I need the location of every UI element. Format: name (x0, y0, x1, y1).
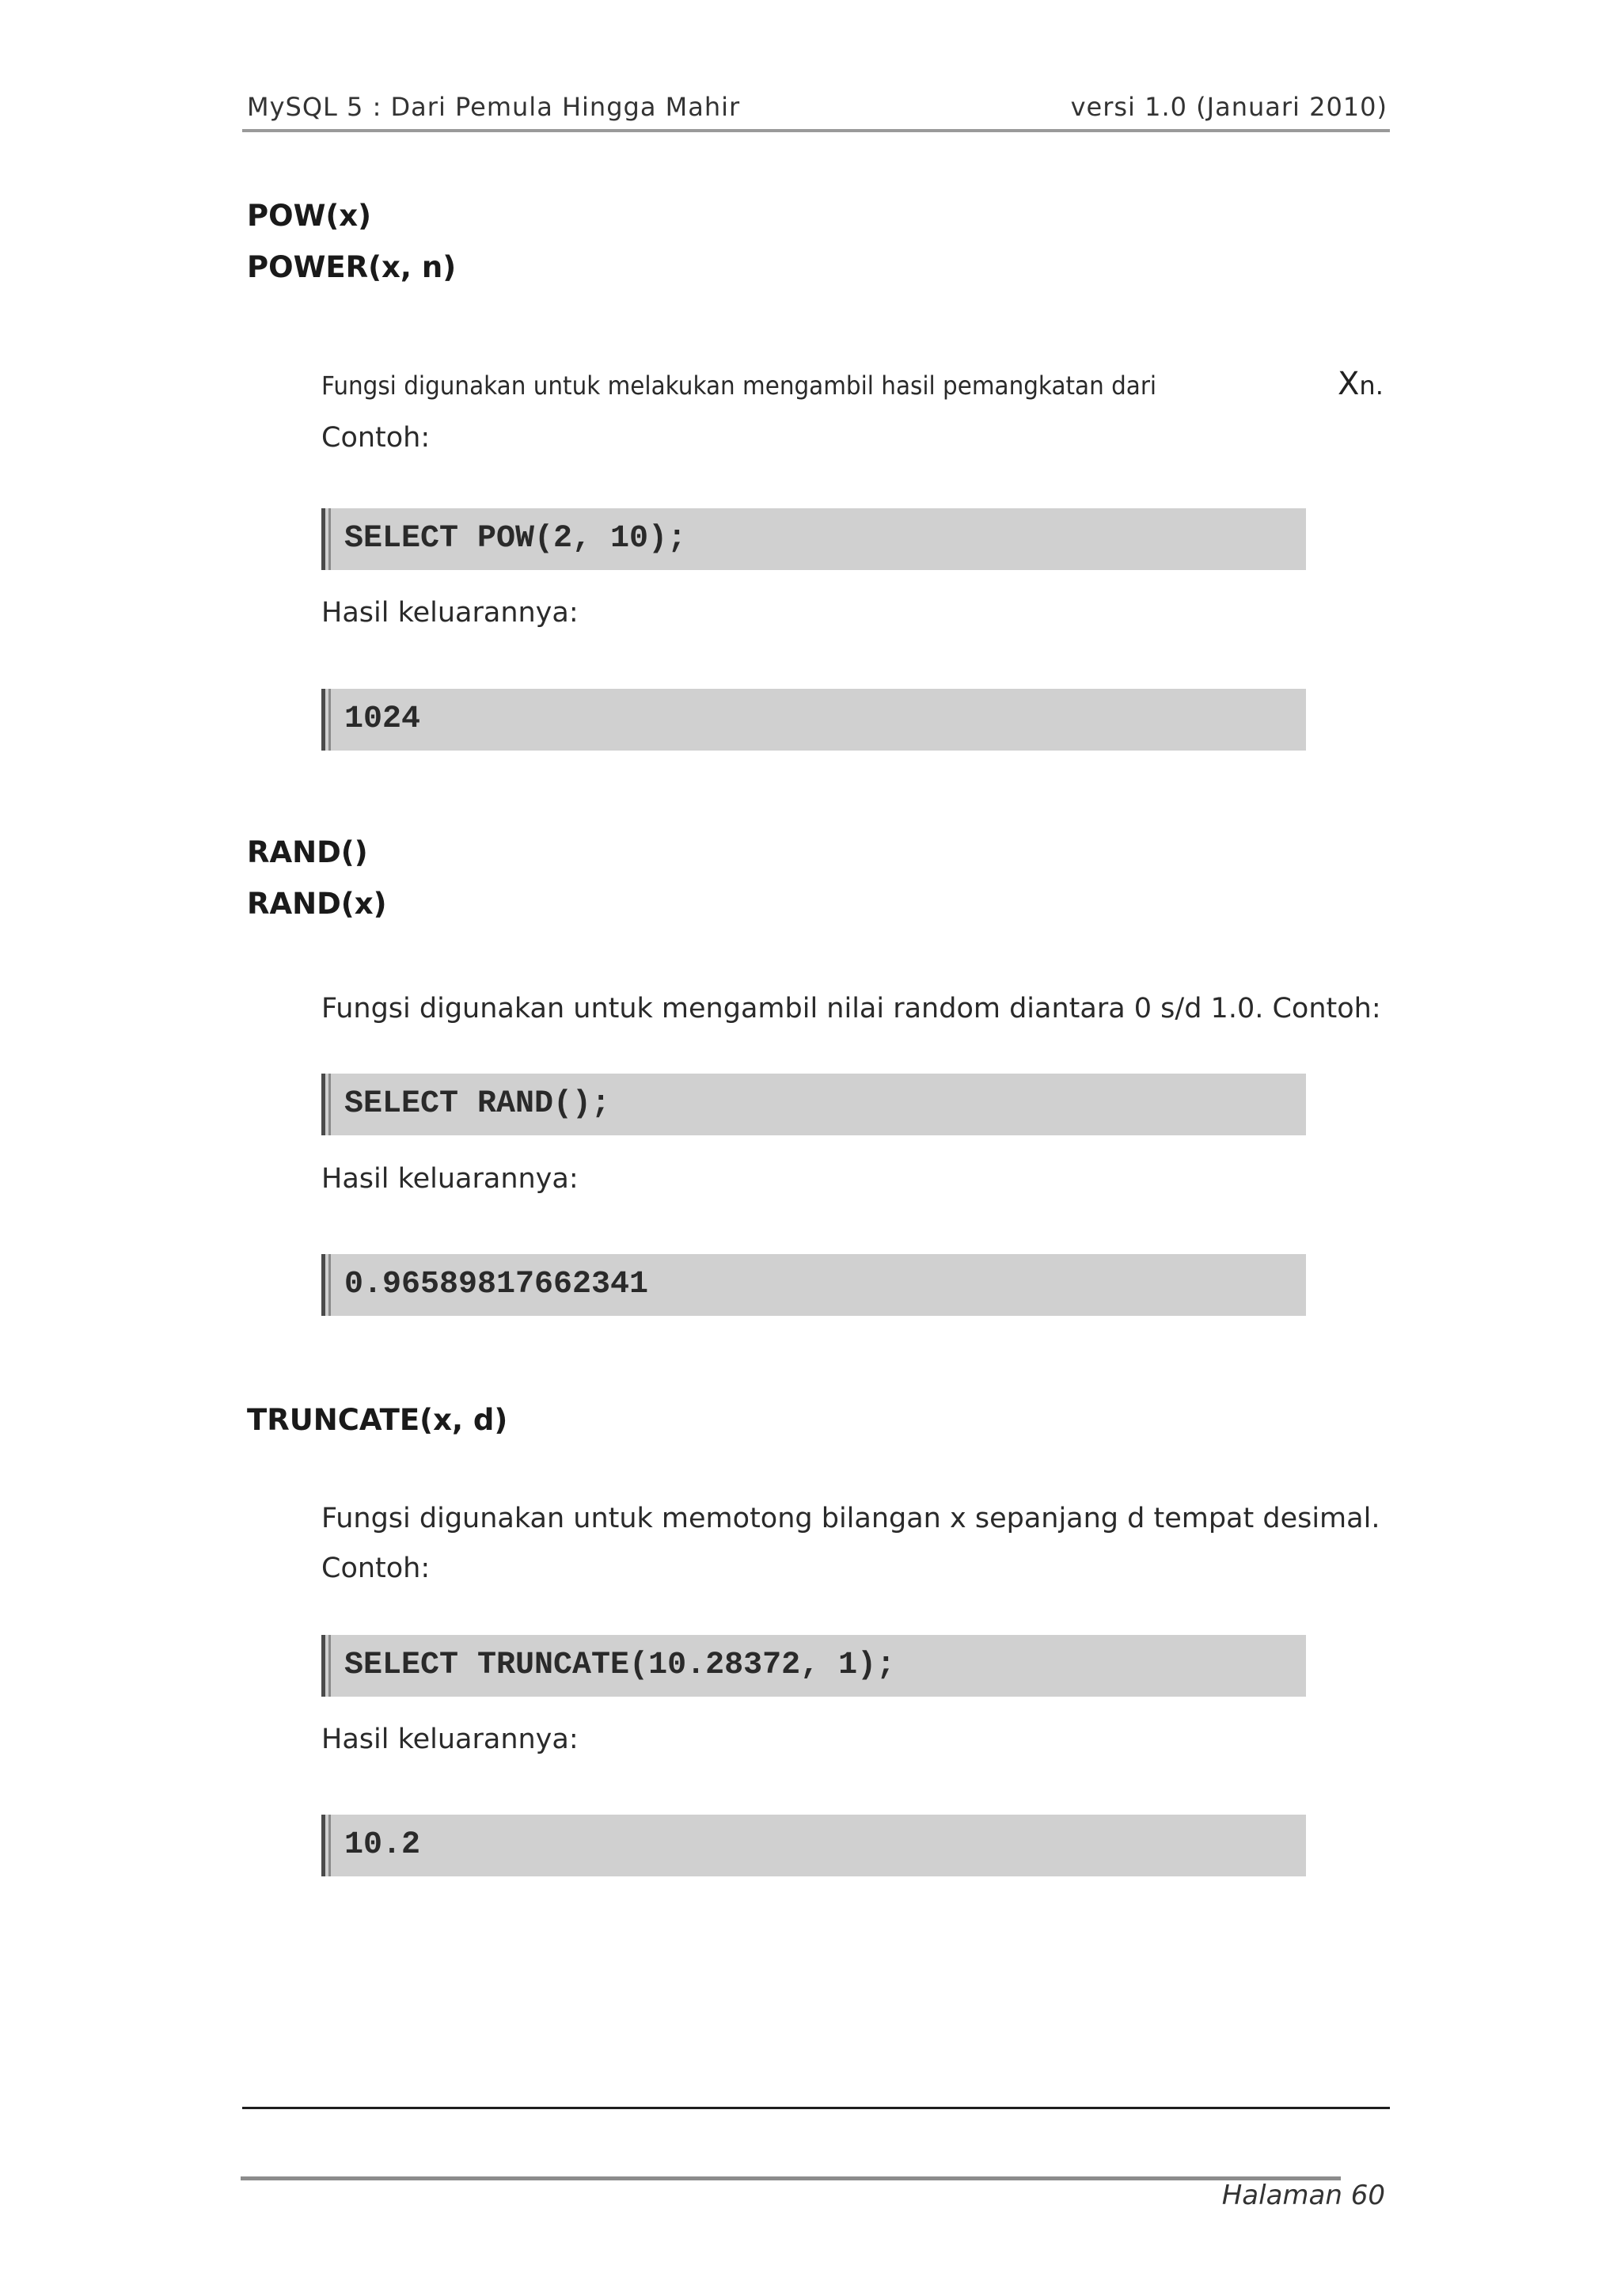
function-title-power: POWER(x, n) (247, 250, 457, 284)
document-title: MySQL 5 : Dari Pemula Hingga Mahir (247, 92, 741, 122)
rand-description: Fungsi digunakan untuk mengambil nilai random diantara 0 s/d 1.0. Contoh: (321, 993, 1381, 1024)
page-number: Halaman 60 (1221, 2180, 1385, 2211)
exponent-base: X (1338, 366, 1360, 402)
footer-divider (242, 2107, 1390, 2109)
function-title-pow: POW(x) (247, 199, 372, 233)
truncate-code-block: SELECT TRUNCATE(10.28372, 1); (321, 1635, 1306, 1697)
exponent-sup: n. (1359, 371, 1384, 401)
pow-contoh-label: Contoh: (321, 422, 431, 454)
pow-result-label: Hasil keluarannya: (321, 597, 579, 629)
truncate-description: Fungsi digunakan untuk memotong bilangan x sepanjang d tempat desimal. (321, 1503, 1380, 1534)
function-title-rand: RAND() (247, 835, 368, 869)
function-title-truncate: TRUNCATE(x, d) (247, 1403, 508, 1437)
function-title-rand-x: RAND(x) (247, 887, 387, 921)
pow-exponent-note (1338, 366, 1384, 402)
rand-result-block: 0.96589817662341 (321, 1254, 1306, 1316)
document-version: versi 1.0 (Januari 2010) (1070, 92, 1388, 122)
pow-description: Fungsi digunakan untuk melakukan mengambil hasil pemangkatan dari (321, 371, 1157, 401)
rand-code-block: SELECT RAND(); (321, 1074, 1306, 1135)
pow-result-block: 1024 (321, 689, 1306, 751)
truncate-contoh-label: Contoh: (321, 1553, 431, 1584)
pow-code-block: SELECT POW(2, 10); (321, 508, 1306, 570)
truncate-result-label: Hasil keluarannya: (321, 1724, 579, 1755)
header-divider (242, 129, 1390, 132)
truncate-result-block: 10.2 (321, 1815, 1306, 1876)
footer-gray-rule (241, 2176, 1341, 2180)
rand-result-label: Hasil keluarannya: (321, 1163, 579, 1195)
